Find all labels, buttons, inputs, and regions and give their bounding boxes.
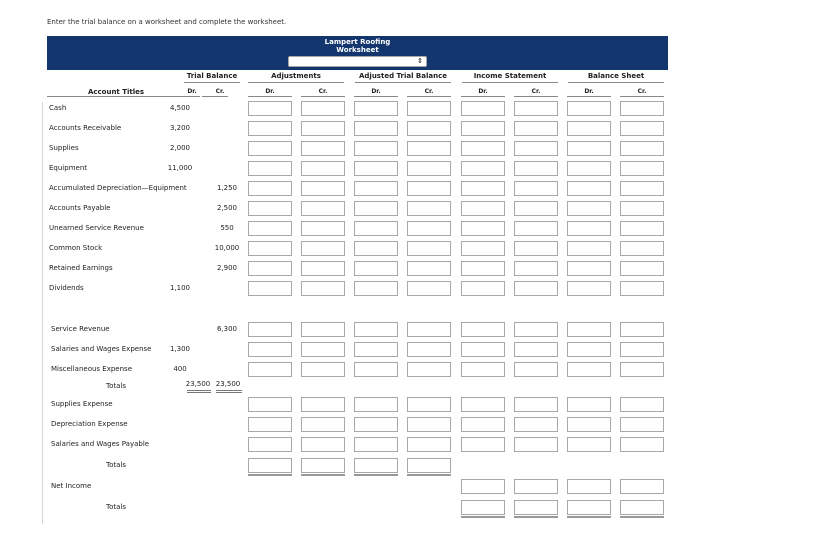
account-row-1-input-col1[interactable]: [301, 121, 345, 136]
account-row-12-input-col7[interactable]: [620, 362, 664, 377]
account-row-11-input-col3[interactable]: [407, 342, 451, 357]
account-row-1-input-col2[interactable]: [354, 121, 398, 136]
account-row-4-input-col2[interactable]: [354, 181, 398, 196]
account-row-6-input-col1[interactable]: [301, 221, 345, 236]
account-row-10-input-col6[interactable]: [567, 322, 611, 337]
account-row-3-input-col5[interactable]: [514, 161, 558, 176]
account-name: Accumulated Depreciation—Equipment: [49, 184, 187, 192]
account-name: Cash: [49, 104, 67, 112]
column-group-1: Adjustments: [271, 72, 321, 80]
account-row-11-input-col2[interactable]: [354, 342, 398, 357]
account-row-10-input-col5[interactable]: [514, 322, 558, 337]
sublabel-underline: [248, 96, 292, 97]
account-row-9-input-col2[interactable]: [354, 281, 398, 296]
adjust-row-1-input-col4[interactable]: [461, 417, 505, 432]
account-row-6-input-col6[interactable]: [567, 221, 611, 236]
trial-cr-value: 2,500: [216, 204, 238, 212]
sublabel-cr: Cr.: [637, 88, 647, 95]
trial-cr-value: 6,300: [216, 325, 238, 333]
column-group-underline: [248, 82, 344, 83]
sublabel-cr: Cr.: [318, 88, 328, 95]
adjust-account-name: Depreciation Expense: [51, 420, 128, 428]
trial-cr-value: 10,000: [214, 244, 240, 252]
double-underline: [407, 474, 451, 476]
sublabel-underline: [620, 96, 664, 97]
account-row-9-input-col0[interactable]: [248, 281, 292, 296]
account-titles-underline: [47, 96, 185, 97]
account-row-10-input-col4[interactable]: [461, 322, 505, 337]
account-row-9-input-col1[interactable]: [301, 281, 345, 296]
account-row-2-input-col2[interactable]: [354, 141, 398, 156]
double-underline: [514, 516, 558, 518]
account-row-7-input-col4[interactable]: [461, 241, 505, 256]
account-row-12-input-col1[interactable]: [301, 362, 345, 377]
adjust-row-0-input-col4[interactable]: [461, 397, 505, 412]
account-row-5-input-col6[interactable]: [567, 201, 611, 216]
double-underline: [301, 474, 345, 476]
account-row-2-input-col3[interactable]: [407, 141, 451, 156]
sublabel-underline: [202, 96, 228, 97]
adjust-totals-input-col3[interactable]: [407, 458, 451, 473]
trial-total-dr: 23,500: [185, 380, 211, 388]
account-row-1-input-col6[interactable]: [567, 121, 611, 136]
trial-dr-value: 1,100: [169, 284, 191, 292]
adjust-row-2-input-col3[interactable]: [407, 437, 451, 452]
adjust-row-0-input-col2[interactable]: [354, 397, 398, 412]
adjust-row-1-input-col6[interactable]: [567, 417, 611, 432]
sublabel-underline: [301, 96, 345, 97]
adjust-row-1-input-col5[interactable]: [514, 417, 558, 432]
account-row-5-input-col0[interactable]: [248, 201, 292, 216]
account-row-3-input-col6[interactable]: [567, 161, 611, 176]
net-income-input-col6[interactable]: [567, 479, 611, 494]
final-totals-input-col6[interactable]: [567, 500, 611, 515]
account-name: Supplies: [49, 144, 79, 152]
account-row-8-input-col0[interactable]: [248, 261, 292, 276]
account-row-7-input-col1[interactable]: [301, 241, 345, 256]
account-row-1-input-col4[interactable]: [461, 121, 505, 136]
company-name: Lampert Roofing: [324, 38, 391, 46]
account-row-7-input-col2[interactable]: [354, 241, 398, 256]
double-underline: [354, 474, 398, 476]
account-row-2-input-col0[interactable]: [248, 141, 292, 156]
adjust-row-2-input-col2[interactable]: [354, 437, 398, 452]
select-arrows-icon: ⇕: [417, 57, 423, 65]
adjust-account-name: Salaries and Wages Payable: [51, 440, 150, 448]
account-name: Common Stock: [49, 244, 103, 252]
adjust-row-1-input-col0[interactable]: [248, 417, 292, 432]
account-row-12-input-col5[interactable]: [514, 362, 558, 377]
final-totals-input-col4[interactable]: [461, 500, 505, 515]
account-row-5-input-col1[interactable]: [301, 201, 345, 216]
account-row-3-input-col4[interactable]: [461, 161, 505, 176]
adjust-row-2-input-col0[interactable]: [248, 437, 292, 452]
account-row-2-input-col7[interactable]: [620, 141, 664, 156]
left-border: [42, 102, 43, 524]
double-underline: [461, 516, 505, 518]
account-row-4-input-col5[interactable]: [514, 181, 558, 196]
trial-totals-label: Totals: [106, 382, 126, 390]
account-row-6-input-col2[interactable]: [354, 221, 398, 236]
account-row-4-input-col4[interactable]: [461, 181, 505, 196]
account-row-6-input-col4[interactable]: [461, 221, 505, 236]
account-row-1-input-col7[interactable]: [620, 121, 664, 136]
account-row-7-input-col5[interactable]: [514, 241, 558, 256]
account-row-4-input-col7[interactable]: [620, 181, 664, 196]
adjust-row-0-input-col6[interactable]: [567, 397, 611, 412]
sublabel-cr: Cr.: [424, 88, 434, 95]
account-row-6-input-col0[interactable]: [248, 221, 292, 236]
account-row-3-input-col3[interactable]: [407, 161, 451, 176]
account-row-12-input-col2[interactable]: [354, 362, 398, 377]
account-row-12-input-col6[interactable]: [567, 362, 611, 377]
adjust-row-0-input-col1[interactable]: [301, 397, 345, 412]
double-underline: [248, 474, 292, 476]
account-row-11-input-col7[interactable]: [620, 342, 664, 357]
trial-dr-value: 11,000: [167, 164, 193, 172]
account-row-3-input-col7[interactable]: [620, 161, 664, 176]
account-row-2-input-col1[interactable]: [301, 141, 345, 156]
account-row-9-input-col3[interactable]: [407, 281, 451, 296]
adjust-row-0-input-col0[interactable]: [248, 397, 292, 412]
adjust-account-name: Supplies Expense: [51, 400, 113, 408]
instructions: Enter the trial balance on a worksheet and complete the worksheet.: [47, 18, 287, 26]
account-row-1-input-col5[interactable]: [514, 121, 558, 136]
sublabel-dr: Dr.: [371, 88, 381, 95]
account-row-3-input-col1[interactable]: [301, 161, 345, 176]
account-titles-header: Account Titles: [87, 88, 145, 96]
period-select[interactable]: [288, 56, 427, 67]
account-row-6-input-col7[interactable]: [620, 221, 664, 236]
sublabel-dr: Dr.: [478, 88, 488, 95]
account-name: Miscellaneous Expense: [51, 365, 133, 373]
account-name: Equipment: [49, 164, 87, 172]
sublabel-underline: [461, 96, 505, 97]
trial-cr-value: 2,900: [216, 264, 238, 272]
adjust-row-1-input-col2[interactable]: [354, 417, 398, 432]
account-row-9-input-col7[interactable]: [620, 281, 664, 296]
account-name: Dividends: [49, 284, 84, 292]
adjust-row-0-input-col7[interactable]: [620, 397, 664, 412]
net-income-input-col4[interactable]: [461, 479, 505, 494]
account-row-7-input-col3[interactable]: [407, 241, 451, 256]
totals-underline: [216, 390, 242, 393]
adjust-row-2-input-col5[interactable]: [514, 437, 558, 452]
final-totals-input-col5[interactable]: [514, 500, 558, 515]
trial-dr-value: 400: [173, 365, 187, 373]
account-row-9-input-col6[interactable]: [567, 281, 611, 296]
account-row-9-input-col5[interactable]: [514, 281, 558, 296]
account-row-12-input-col0[interactable]: [248, 362, 292, 377]
account-row-12-input-col3[interactable]: [407, 362, 451, 377]
sublabel-cr: Cr.: [215, 88, 225, 95]
final-totals-label: Totals: [106, 503, 126, 511]
account-row-5-input-col2[interactable]: [354, 201, 398, 216]
account-row-11-input-col1[interactable]: [301, 342, 345, 357]
column-group-underline: [184, 82, 240, 83]
account-row-7-input-col0[interactable]: [248, 241, 292, 256]
account-row-1-input-col3[interactable]: [407, 121, 451, 136]
account-row-11-input-col5[interactable]: [514, 342, 558, 357]
account-row-0-input-col4[interactable]: [461, 101, 505, 116]
account-row-10-input-col0[interactable]: [248, 322, 292, 337]
account-row-6-input-col5[interactable]: [514, 221, 558, 236]
sublabel-underline: [407, 96, 451, 97]
account-row-0-input-col6[interactable]: [567, 101, 611, 116]
account-row-5-input-col4[interactable]: [461, 201, 505, 216]
adjust-totals-input-col0[interactable]: [248, 458, 292, 473]
column-group-underline: [462, 82, 558, 83]
account-row-5-input-col5[interactable]: [514, 201, 558, 216]
account-row-0-input-col1[interactable]: [301, 101, 345, 116]
sublabel-dr: Dr.: [584, 88, 594, 95]
adjust-row-2-input-col4[interactable]: [461, 437, 505, 452]
net-income-input-col5[interactable]: [514, 479, 558, 494]
column-group-0: Trial Balance: [186, 72, 238, 80]
account-row-3-input-col2[interactable]: [354, 161, 398, 176]
adjust-row-2-input-col6[interactable]: [567, 437, 611, 452]
net-income-input-col7[interactable]: [620, 479, 664, 494]
account-row-8-input-col4[interactable]: [461, 261, 505, 276]
account-row-8-input-col6[interactable]: [567, 261, 611, 276]
sublabel-underline: [514, 96, 558, 97]
account-row-0-input-col7[interactable]: [620, 101, 664, 116]
account-row-4-input-col1[interactable]: [301, 181, 345, 196]
account-name: Service Revenue: [51, 325, 110, 333]
account-row-9-input-col4[interactable]: [461, 281, 505, 296]
trial-dr-value: 3,200: [169, 124, 191, 132]
account-row-2-input-col6[interactable]: [567, 141, 611, 156]
column-group-underline: [568, 82, 664, 83]
trial-total-cr: 23,500: [215, 380, 241, 388]
sublabel-dr: Dr.: [187, 88, 197, 95]
account-row-8-input-col5[interactable]: [514, 261, 558, 276]
adjust-row-0-input-col3[interactable]: [407, 397, 451, 412]
account-row-6-input-col3[interactable]: [407, 221, 451, 236]
account-row-5-input-col7[interactable]: [620, 201, 664, 216]
column-group-3: Income Statement: [473, 72, 547, 80]
column-group-2: Adjusted Trial Balance: [359, 72, 447, 80]
account-row-11-input-col6[interactable]: [567, 342, 611, 357]
trial-dr-value: 4,500: [169, 104, 191, 112]
account-row-10-input-col7[interactable]: [620, 322, 664, 337]
account-row-4-input-col3[interactable]: [407, 181, 451, 196]
trial-dr-value: 1,300: [169, 345, 191, 353]
account-row-11-input-col0[interactable]: [248, 342, 292, 357]
account-row-2-input-col5[interactable]: [514, 141, 558, 156]
double-underline: [567, 516, 611, 518]
account-row-8-input-col7[interactable]: [620, 261, 664, 276]
account-name: Retained Earnings: [49, 264, 113, 272]
totals-underline: [187, 390, 211, 393]
account-row-10-input-col1[interactable]: [301, 322, 345, 337]
adjust-row-2-input-col7[interactable]: [620, 437, 664, 452]
account-name: Unearned Service Revenue: [49, 224, 144, 232]
account-row-8-input-col1[interactable]: [301, 261, 345, 276]
sublabel-dr: Dr.: [265, 88, 275, 95]
account-name: Accounts Payable: [49, 204, 111, 212]
adjust-row-1-input-col1[interactable]: [301, 417, 345, 432]
adjust-totals-label: Totals: [106, 461, 126, 469]
account-row-10-input-col3[interactable]: [407, 322, 451, 337]
sublabel-underline: [567, 96, 611, 97]
adjust-totals-input-col2[interactable]: [354, 458, 398, 473]
account-row-12-input-col4[interactable]: [461, 362, 505, 377]
account-row-7-input-col7[interactable]: [620, 241, 664, 256]
account-row-8-input-col3[interactable]: [407, 261, 451, 276]
adjust-totals-input-col1[interactable]: [301, 458, 345, 473]
account-row-3-input-col0[interactable]: [248, 161, 292, 176]
adjust-row-1-input-col3[interactable]: [407, 417, 451, 432]
account-row-1-input-col0[interactable]: [248, 121, 292, 136]
worksheet-title: Worksheet: [336, 46, 379, 54]
double-underline: [620, 516, 664, 518]
adjust-row-2-input-col1[interactable]: [301, 437, 345, 452]
account-row-7-input-col6[interactable]: [567, 241, 611, 256]
worksheet-header: [47, 36, 668, 70]
net-income-label: Net Income: [51, 482, 92, 490]
account-row-0-input-col2[interactable]: [354, 101, 398, 116]
column-group-underline: [355, 82, 451, 83]
account-name: Accounts Receivable: [49, 124, 122, 132]
account-row-5-input-col3[interactable]: [407, 201, 451, 216]
final-totals-input-col7[interactable]: [620, 500, 664, 515]
trial-dr-value: 2,000: [169, 144, 191, 152]
account-row-0-input-col5[interactable]: [514, 101, 558, 116]
account-row-4-input-col6[interactable]: [567, 181, 611, 196]
adjust-row-1-input-col7[interactable]: [620, 417, 664, 432]
trial-cr-value: 550: [220, 224, 234, 232]
account-name: Salaries and Wages Expense: [51, 345, 152, 353]
account-row-11-input-col4[interactable]: [461, 342, 505, 357]
account-row-8-input-col2[interactable]: [354, 261, 398, 276]
account-row-10-input-col2[interactable]: [354, 322, 398, 337]
account-row-0-input-col3[interactable]: [407, 101, 451, 116]
account-row-4-input-col0[interactable]: [248, 181, 292, 196]
adjust-row-0-input-col5[interactable]: [514, 397, 558, 412]
sublabel-underline: [354, 96, 398, 97]
column-group-4: Balance Sheet: [587, 72, 645, 80]
trial-cr-value: 1,250: [216, 184, 238, 192]
account-row-0-input-col0[interactable]: [248, 101, 292, 116]
sublabel-cr: Cr.: [531, 88, 541, 95]
account-row-2-input-col4[interactable]: [461, 141, 505, 156]
